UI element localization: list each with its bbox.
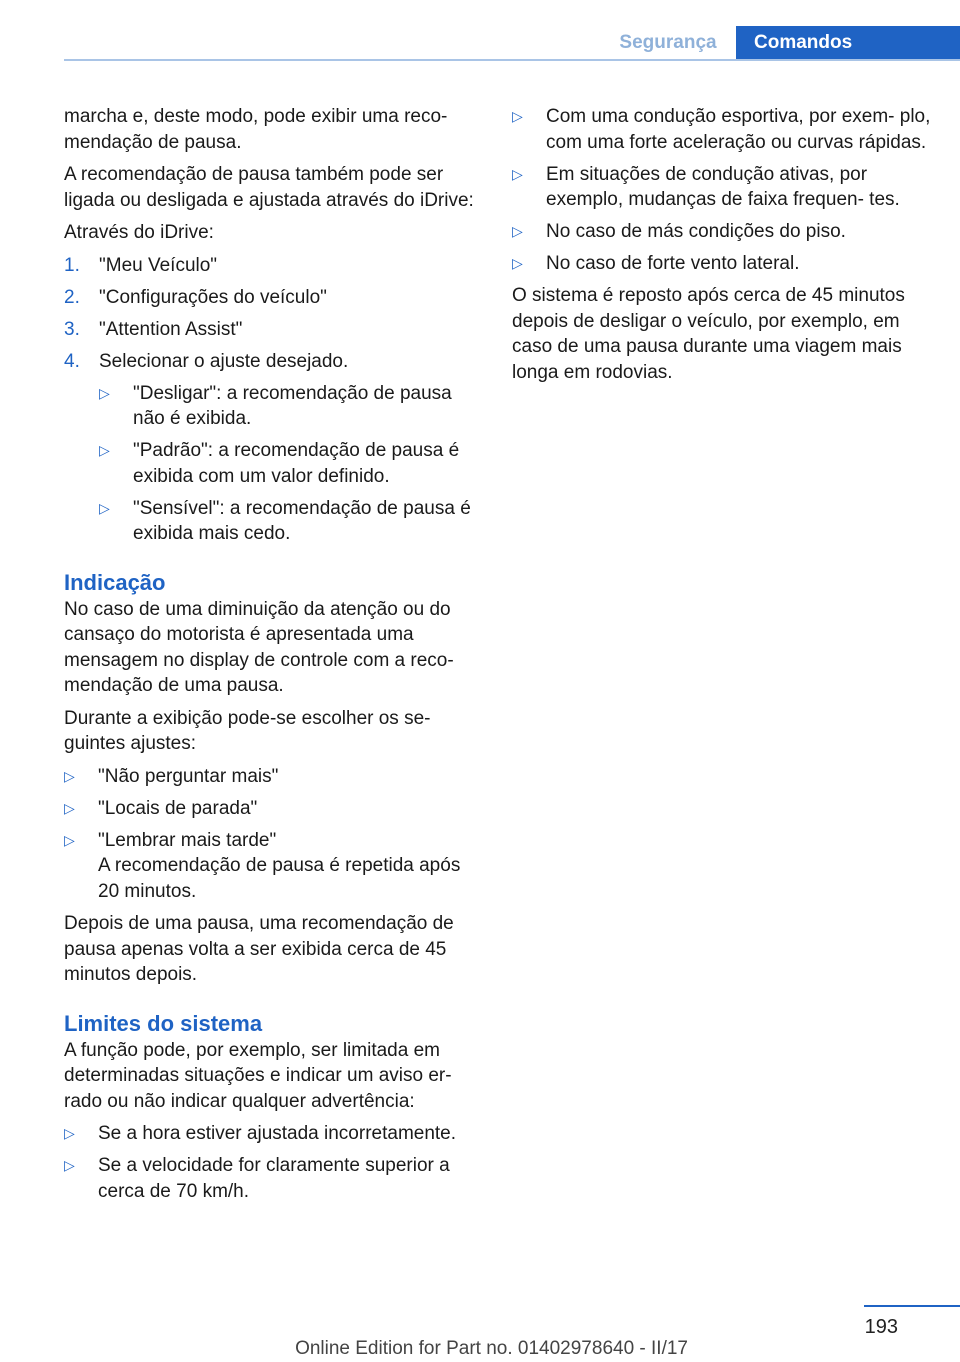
list-item — [512, 251, 932, 277]
paragraph: Depois de uma pausa, uma recomendação de pausa apenas volta a ser exibida cerca de 45 minutos depois. — [64, 913, 454, 985]
bullet-text: "Desligar": a recomendação de pausa não é exibida. — [133, 382, 452, 429]
section-heading-limites: Limites do sistema — [64, 1010, 263, 1036]
triangle-bullet-icon: ▷ — [64, 767, 75, 784]
triangle-bullet-icon: ▷ — [99, 442, 110, 458]
bullet-text: "Sensível": a recomendação de pausa é exibida mais cedo. — [133, 497, 471, 544]
triangle-bullet-icon: ▷ — [64, 831, 75, 848]
paragraph: Através do iDrive: — [64, 222, 214, 243]
list-item — [512, 162, 932, 213]
bullet-text: No caso de forte vento lateral. — [546, 253, 800, 274]
triangle-bullet-icon: ▷ — [512, 108, 523, 124]
bullet-text: Com uma condução esportiva, por exem‐ plo, com uma forte aceleração ou curvas rápidas. — [546, 106, 931, 153]
tab-comandos[interactable]: Comandos — [736, 26, 960, 60]
list-item — [64, 285, 480, 311]
paragraph: Durante a exibição pode-se escolher os se‐ guintes ajustes: — [64, 707, 431, 754]
step-text: "Meu Veículo" — [99, 254, 218, 276]
bullet-text: "Lembrar mais tarde" — [98, 829, 277, 851]
bullet-text: "Padrão": a recomendação de pausa é exibida com um valor definido. — [133, 440, 460, 487]
list-item — [64, 796, 480, 822]
paragraph: marcha e, deste modo, pode exibir uma reco‐ mendação de pausa. — [64, 106, 448, 153]
triangle-bullet-icon: ▷ — [64, 1157, 75, 1173]
paragraph: A função pode, por exemplo, ser limitada em determinadas situações e indicar um aviso er‐ rado ou não indicar qualquer advertência: — [64, 1039, 452, 1112]
triangle-bullet-icon: ▷ — [512, 255, 523, 271]
list-item — [64, 317, 480, 343]
triangle-bullet-icon: ▷ — [64, 799, 75, 816]
triangle-bullet-icon: ▷ — [512, 165, 523, 182]
step-number: 2. — [64, 286, 80, 308]
bullet-text: "Locais de parada" — [98, 797, 258, 819]
page-number: 193 — [864, 1316, 898, 1338]
list-item — [99, 438, 480, 489]
bullet-text: Se a velocidade for claramente superior a cerca de 70 km/h. — [98, 1155, 450, 1202]
edition-note: Online Edition for Part no. 01402978640 - II/17 — [295, 1338, 688, 1359]
list-item — [99, 496, 480, 547]
step-text: Selecionar o ajuste desejado. — [99, 350, 349, 372]
tab-seguranca[interactable]: Segurança — [619, 32, 717, 53]
triangle-bullet-icon: ▷ — [64, 1125, 75, 1141]
left-column — [64, 104, 480, 1211]
list-item — [64, 349, 480, 375]
paragraph: A recomendação de pausa também pode ser ligada ou desligada e ajustada através do iDrive: — [64, 164, 474, 211]
step-text: "Attention Assist" — [99, 318, 243, 340]
header-divider — [64, 59, 960, 61]
step-number: 1. — [64, 254, 80, 276]
list-item — [64, 764, 480, 790]
triangle-bullet-icon: ▷ — [512, 223, 523, 239]
step-number: 3. — [64, 318, 80, 340]
step-text: "Configurações do veículo" — [99, 286, 327, 308]
list-item — [64, 828, 480, 854]
bullet-text: No caso de más condições do piso. — [546, 221, 846, 242]
bullet-text: Em situações de condução ativas, por exemplo, mudanças de faixa frequen‐ tes. — [546, 163, 900, 210]
paragraph: A recomendação de pausa é repetida após 20 minutos. — [98, 855, 461, 902]
list-item — [64, 1121, 480, 1147]
paragraph: No caso de uma diminuição da atenção ou do cansaço do motorista é apresentada uma mensagem no display de controle com a reco‐ mendação de uma pausa. — [64, 598, 454, 696]
section-heading-indicacao: Indicação — [64, 569, 166, 595]
list-item — [512, 219, 932, 245]
sub-list — [99, 381, 480, 547]
step-number: 4. — [64, 350, 80, 372]
paragraph: O sistema é reposto após cerca de 45 minutos depois de desligar o veículo, por exemplo, em caso de uma pausa durante uma viagem mais longa em rodovias. — [512, 285, 905, 383]
bullet-text: Se a hora estiver ajustada incorretamente. — [98, 1123, 457, 1144]
right-column — [512, 104, 932, 392]
footer-divider — [864, 1305, 960, 1307]
list-item — [64, 1153, 480, 1204]
triangle-bullet-icon: ▷ — [99, 499, 110, 516]
list-item — [512, 104, 932, 155]
bullet-text: "Não perguntar mais" — [98, 765, 279, 787]
list-item — [99, 381, 480, 432]
header-tabs — [0, 26, 960, 60]
list-item — [64, 253, 480, 279]
triangle-bullet-icon: ▷ — [99, 384, 110, 401]
